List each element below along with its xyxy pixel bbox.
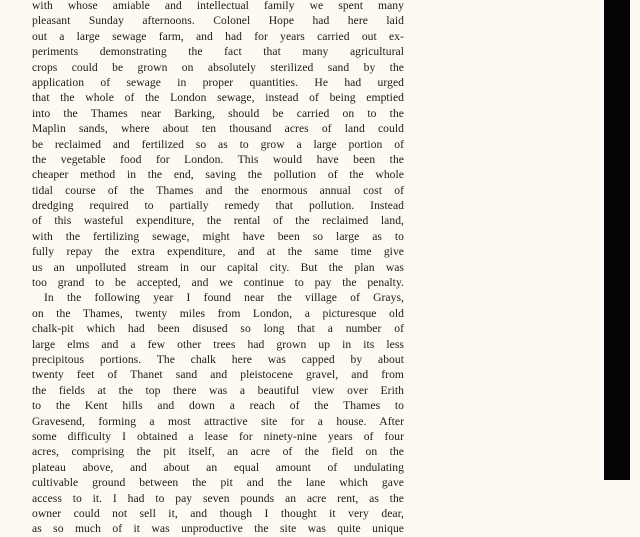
text-line: out a large sewage farm, and had for years carried out ex- <box>32 29 404 43</box>
text-line: as so much of it was unproductive the site was quite unique <box>32 522 404 536</box>
text-line: owner could not sell it, and though I thought it very dear, <box>32 506 404 520</box>
text-line: In the following year I found near the village of Grays, <box>44 291 404 305</box>
book-spine-edge <box>604 0 630 480</box>
text-line: too grand to be accepted, and we continue to pay the penalty. <box>32 276 404 290</box>
text-line: the vegetable food for London. This would have been the <box>32 152 404 166</box>
text-line: precipitous portions. The chalk here was capped by about <box>32 352 404 366</box>
text-line: Maplin sands, where about ten thousand acres of land could <box>32 122 404 136</box>
text-line: into the Thames near Barking, should be carried on to the <box>32 106 404 120</box>
text-line: some difficulty I obtained a lease for ninety-nine years of four <box>32 429 404 443</box>
text-line: Gravesend, forming a most attractive site for a house. After <box>32 414 404 428</box>
text-line: dredging required to partially remedy that pollution. Instead <box>32 199 404 213</box>
text-line: fully repay the extra expenditure, and at the same time give <box>32 245 404 259</box>
text-line: that the whole of the London sewage, instead of being emptied <box>32 91 404 105</box>
text-line: be reclaimed and fertilized so as to grow a large portion of <box>32 137 404 151</box>
text-line: application of sewage in proper quantities. He had urged <box>32 75 404 89</box>
text-line: to the Kent hills and down a reach of the Thames to <box>32 399 404 413</box>
text-line: access to it. I had to pay seven pounds an acre rent, as the <box>32 491 404 505</box>
text-line: of this wasteful expenditure, the rental of the reclaimed land, <box>32 214 404 228</box>
text-line: on the Thames, twenty miles from London, a picturesque old <box>32 306 404 320</box>
text-line: plateau above, and about an equal amount of undulating <box>32 460 404 474</box>
text-line: crops could be grown on absolutely sterilized sand by the <box>32 60 404 74</box>
text-line: large elms and a few other trees had grown up in its less <box>32 337 404 351</box>
text-line: tidal course of the Thames and the enormous annual cost of <box>32 183 404 197</box>
text-line: twenty feet of Thanet sand and pleistocene gravel, and from <box>32 368 404 382</box>
text-line: with whose amiable and intellectual family we spent many <box>32 0 404 12</box>
text-line: us an unpolluted stream in our capital city. But the plan was <box>32 260 404 274</box>
text-line: cheaper method in the end, saving the pollution of the whole <box>32 168 404 182</box>
text-line: the fields at the top there was a beautiful view over Erith <box>32 383 404 397</box>
text-line: chalk-pit which had been disused so long that a number of <box>32 322 404 336</box>
text-line: acres, comprising the pit itself, an acre of the field on the <box>32 445 404 459</box>
body-text <box>32 0 404 536</box>
text-line: cultivable ground between the pit and the lane which gave <box>32 476 404 490</box>
text-line: with the fertilizing sewage, might have been so large as to <box>32 229 404 243</box>
text-line: periments demonstrating the fact that many agricultural <box>32 45 404 59</box>
paragraph-1 <box>32 0 404 290</box>
text-line: pleasant Sunday afternoons. Colonel Hope had here laid <box>32 14 404 28</box>
paragraph-2 <box>32 290 404 536</box>
